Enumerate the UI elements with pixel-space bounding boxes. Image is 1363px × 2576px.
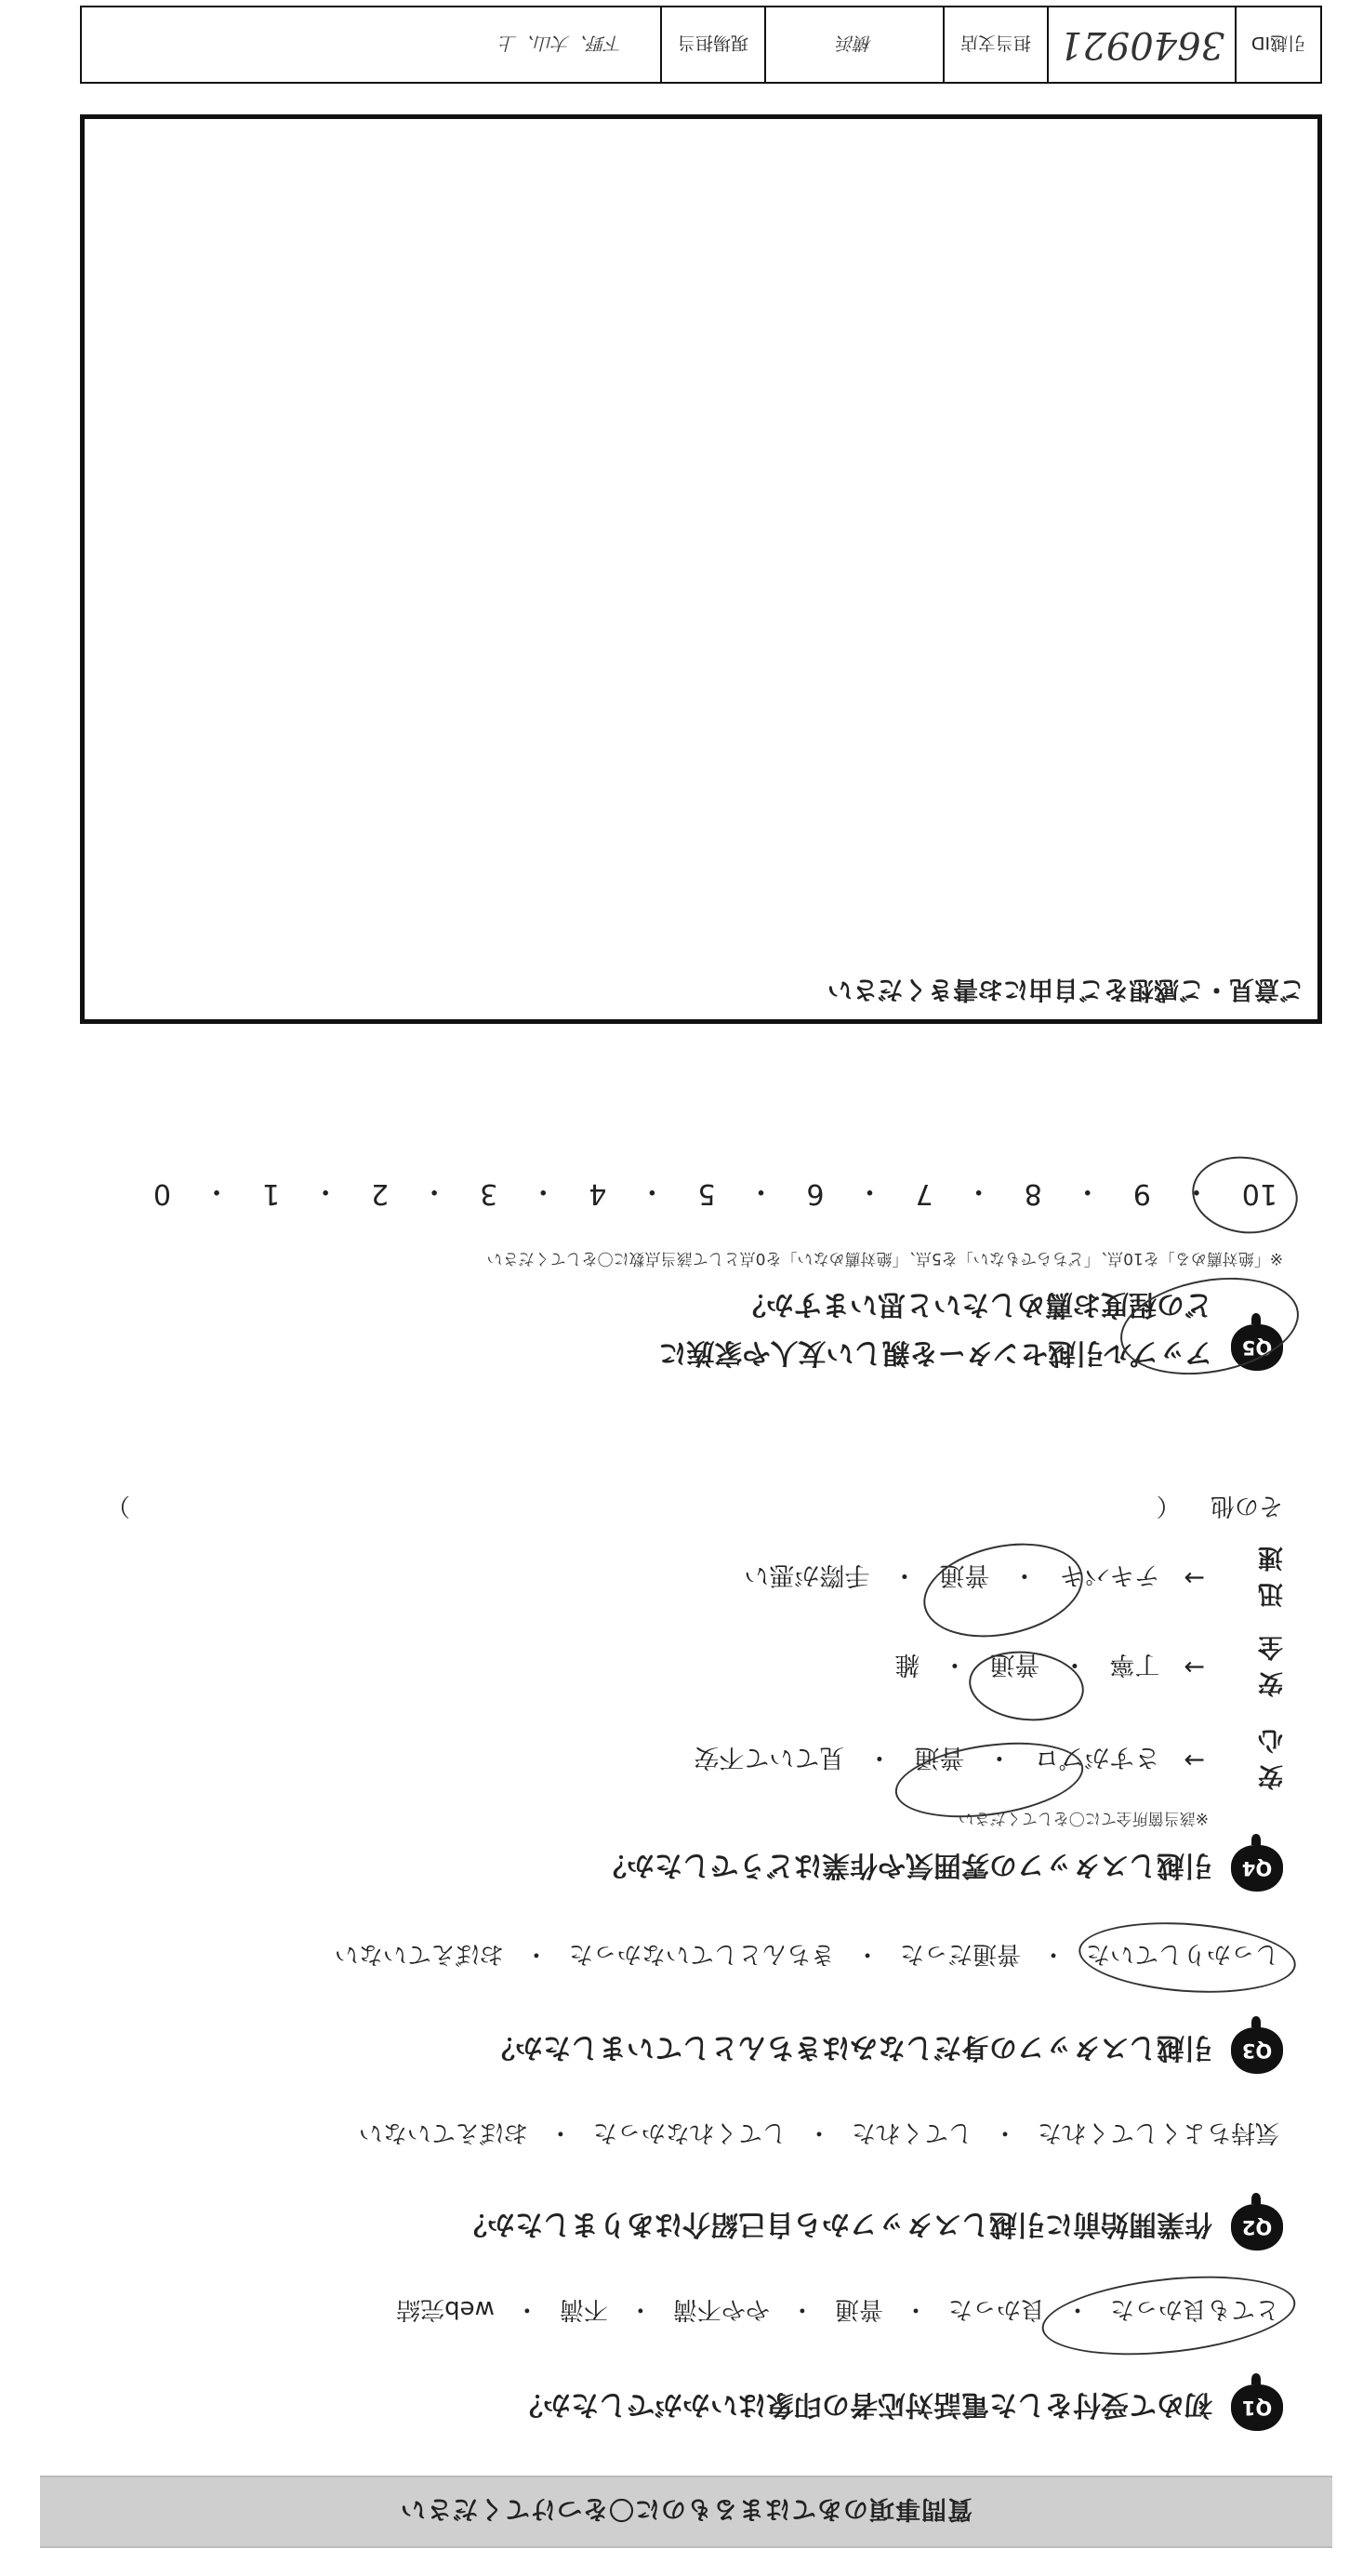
question-4	[599, 1845, 1283, 1892]
branch-value-text: 横浜	[837, 33, 873, 54]
q5-text-line1: アップル引越センターを親しい友人や家族に	[658, 1336, 1212, 1369]
arrow-right-icon: →	[1184, 1563, 1205, 1593]
separator: ・	[529, 1175, 558, 1207]
instruction-banner	[40, 2476, 1332, 2548]
instruction-text: 質問事項のあてはまるものに〇をつけてください	[400, 2494, 973, 2524]
separator: ・	[1073, 1175, 1102, 1207]
id-label	[1235, 7, 1320, 82]
scale-value[interactable]: 8	[1024, 1177, 1042, 1211]
leader-label	[660, 7, 764, 82]
q4-option[interactable]: さすがプロ	[1034, 1743, 1160, 1773]
separator: ・	[747, 1175, 775, 1207]
scale-value[interactable]: 3	[480, 1177, 498, 1211]
paren-open: （	[1156, 1492, 1181, 1520]
q3-option[interactable]: しっかりしていた	[1085, 1940, 1279, 1968]
separator: ・	[1065, 2295, 1090, 2323]
q4-option[interactable]: 手際が悪い	[744, 1560, 870, 1590]
q4-note: ※該当箇所全てに〇をしてください	[958, 1809, 1209, 1827]
separator: ・	[311, 1175, 340, 1207]
scale-value[interactable]: 10	[1241, 1177, 1277, 1211]
question-5	[659, 1287, 1284, 1376]
q1-badge-label: Q1	[1241, 2397, 1273, 2419]
q3-options	[331, 1937, 1283, 1975]
scale-value[interactable]: 0	[152, 1177, 171, 1211]
scale-value[interactable]: 4	[589, 1177, 607, 1211]
q4-other	[105, 1491, 1283, 1525]
separator: ・	[964, 1175, 993, 1207]
q2-option[interactable]: 気持ちよくしてくれた	[1037, 2118, 1279, 2146]
q4-option[interactable]: 丁寧	[1109, 1650, 1160, 1680]
branch-label-text: 担当支店	[960, 33, 1032, 54]
q3-badge-icon	[1231, 2027, 1283, 2074]
comments-box[interactable]	[80, 114, 1322, 1024]
scale-value[interactable]: 9	[1132, 1177, 1151, 1211]
q5-text-line2: どの程度お薦めしたいと思いますか？	[738, 1288, 1212, 1321]
q2-options	[355, 2116, 1283, 2154]
separator: ・	[628, 2295, 653, 2323]
q2-option[interactable]: おぼえていない	[358, 2118, 528, 2146]
q3-badge-label: Q3	[1241, 2039, 1273, 2062]
scale-value[interactable]: 2	[371, 1177, 390, 1211]
q4-row-anzen	[891, 1631, 1283, 1704]
q4-option[interactable]: 雑	[894, 1650, 920, 1680]
q3-option[interactable]: 普通だった	[899, 1940, 1021, 1968]
question-2	[459, 2204, 1283, 2251]
q1-option[interactable]: やや不満	[672, 2295, 770, 2323]
q1-option[interactable]: とても良かった	[1109, 2295, 1279, 2323]
separator: ・	[992, 2118, 1017, 2146]
q4-badge-icon	[1231, 1845, 1283, 1892]
paren-close: ）	[105, 1492, 130, 1520]
q1-option[interactable]: web完結	[396, 2295, 495, 2323]
q4-option[interactable]: 普通	[939, 1560, 990, 1590]
scale-value[interactable]: 1	[261, 1177, 281, 1211]
id-value	[1047, 7, 1235, 82]
separator: ・	[1012, 1560, 1038, 1590]
q1-option[interactable]: 不満	[559, 2295, 608, 2323]
separator: ・	[1040, 1940, 1065, 1968]
separator: ・	[789, 2295, 814, 2323]
scale-value[interactable]: 7	[915, 1177, 933, 1211]
q5-text	[659, 1287, 1213, 1376]
q1-options	[392, 2292, 1283, 2330]
arrow-right-icon: →	[1184, 1653, 1205, 1682]
separator: ・	[523, 1940, 549, 1968]
arrow-right-icon: →	[1184, 1746, 1205, 1775]
q4-row-label: 安心	[1252, 1725, 1283, 1790]
branch-value	[764, 7, 943, 82]
q3-option[interactable]: おぼえていない	[334, 1940, 504, 1968]
separator: ・	[855, 1175, 884, 1207]
separator: ・	[867, 1743, 893, 1773]
q1-option[interactable]: 良かった	[947, 2295, 1045, 2323]
q4-badge-label: Q4	[1241, 1857, 1273, 1879]
leader-value	[82, 7, 660, 82]
scale-value[interactable]: 6	[806, 1177, 825, 1211]
q4-row-jinsoku	[740, 1542, 1283, 1614]
separator: ・	[806, 2118, 831, 2146]
q2-text: 作業開始前に引越しスタッフから自己紹介はありましたか？	[459, 2208, 1212, 2240]
q1-text: 初めて受付をした電話対応者の印象はいかがでしたか？	[515, 2388, 1212, 2421]
q1-badge-icon	[1231, 2384, 1283, 2431]
office-use-table	[80, 6, 1322, 84]
separator: ・	[638, 1175, 667, 1207]
q2-badge-label: Q2	[1241, 2216, 1273, 2238]
scale-value[interactable]: 5	[697, 1177, 716, 1211]
q1-option[interactable]: 普通	[834, 2295, 883, 2323]
q2-badge-icon	[1231, 2204, 1283, 2251]
q5-scale	[153, 1174, 1277, 1215]
separator: ・	[942, 1650, 968, 1680]
separator: ・	[854, 1940, 880, 1968]
q4-row-label: 安全	[1252, 1632, 1283, 1697]
q4-option[interactable]: 見ていて不安	[694, 1743, 845, 1773]
leader-label-text: 現場担当	[678, 33, 749, 54]
q4-text: 引越しスタッフの雰囲気や作業はどうでしたか？	[599, 1849, 1212, 1881]
separator: ・	[986, 1743, 1012, 1773]
q5-badge-label: Q5	[1241, 1336, 1273, 1359]
question-3	[487, 2027, 1283, 2074]
separator: ・	[903, 2295, 928, 2323]
q4-row-label: 迅速	[1252, 1543, 1283, 1608]
leader-value-text: 下野、大山、上	[498, 33, 623, 54]
q4-option[interactable]: 普通	[989, 1650, 1040, 1680]
id-label-text: 引越ID	[1251, 33, 1306, 54]
id-value-text: 3640921	[1058, 23, 1225, 66]
q3-text: 引越しスタッフの身だしなみはきちんとしていましたか？	[487, 2031, 1212, 2064]
separator: ・	[1062, 1650, 1088, 1680]
comments-title: ご意見・ご感想をご自由にお書きください	[827, 975, 1304, 1003]
q5-badge-icon	[1231, 1324, 1283, 1371]
question-1	[515, 2384, 1283, 2431]
separator: ・	[892, 1560, 918, 1590]
q4-option[interactable]: 普通	[914, 1743, 965, 1773]
q4-other-label: その他	[1210, 1492, 1283, 1520]
q2-option[interactable]: してくれた	[851, 2118, 973, 2146]
separator: ・	[514, 2295, 539, 2323]
q2-option[interactable]: してくれなかった	[592, 2118, 787, 2146]
separator: ・	[420, 1175, 449, 1207]
separator: ・	[1182, 1175, 1211, 1207]
q5-note: ※「絶対薦める」を10点、「どちらでもない」を5点、「絶対薦めない」を0点として該当点数に〇をしてください	[486, 1249, 1283, 1268]
q3-option[interactable]: きちんとしていなかった	[568, 1940, 835, 1968]
branch-label	[943, 7, 1047, 82]
separator: ・	[548, 2118, 573, 2146]
q4-option[interactable]: テキパキ	[1059, 1560, 1160, 1590]
separator: ・	[202, 1175, 231, 1207]
q4-row-anshin	[690, 1724, 1283, 1797]
